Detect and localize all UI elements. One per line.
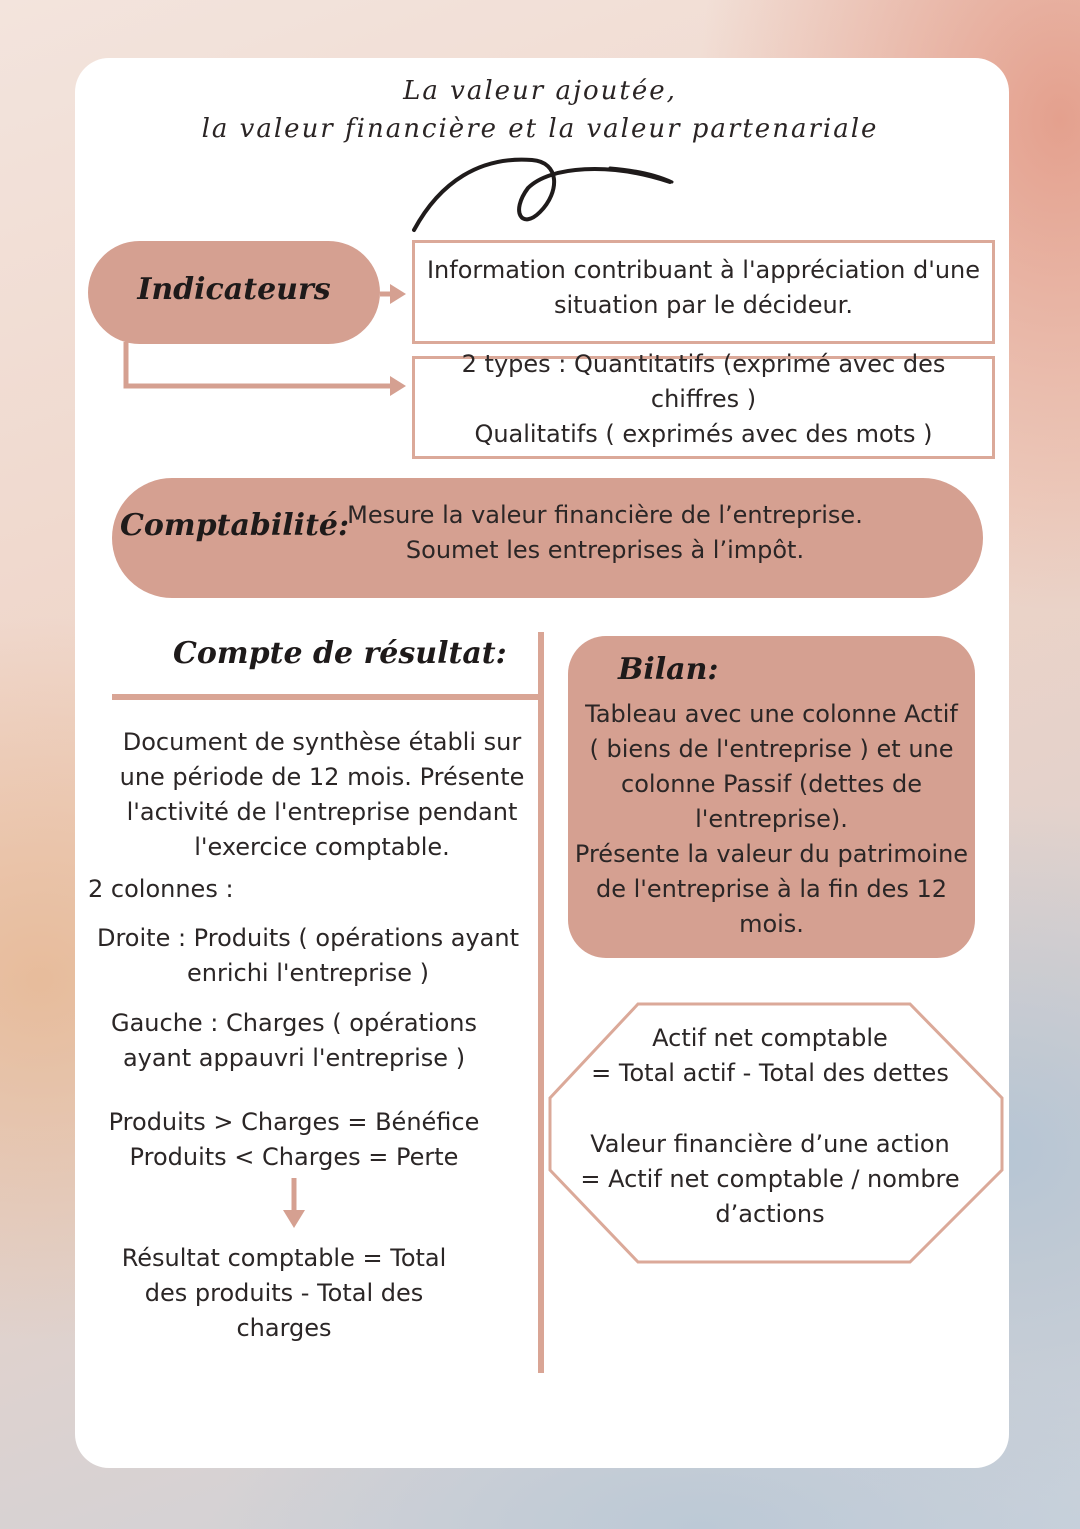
bilan-line: colonne Passif (dettes de <box>621 770 922 798</box>
compte-resultat-underline <box>112 694 540 700</box>
bilan-line: mois. <box>739 910 804 938</box>
resultat-line2: des produits - Total des <box>144 1279 424 1307</box>
comptabilite-label: Comptabilité: <box>120 508 350 543</box>
bilan-description <box>568 697 975 942</box>
types-line2: Qualitatifs ( exprimés avec des mots ) <box>474 420 933 448</box>
resultat-conditions <box>84 1105 504 1175</box>
intro-line3: l'activité de l'entreprise pendant <box>126 798 518 826</box>
compte-resultat-title: Compte de résultat: <box>173 636 507 671</box>
types-line1: 2 types : Quantitatifs (exprimé avec des chiffres ) <box>461 350 946 413</box>
droite-produits <box>84 921 532 991</box>
resultat-comptable <box>84 1241 484 1346</box>
gauche-line1: Gauche : Charges ( opérations <box>110 1009 477 1037</box>
bilan-line: Présente la valeur du patrimoine <box>574 840 969 868</box>
definition-line2: situation par le décideur. <box>554 291 853 319</box>
colonnes-label: 2 colonnes : <box>88 875 234 903</box>
page-title-line1: La valeur ajoutée, <box>403 76 677 106</box>
decorative-swirl-icon <box>410 152 680 234</box>
vfa-line2: = Actif net comptable / nombre <box>580 1165 960 1193</box>
valeur-financiere-action <box>560 1127 980 1232</box>
gauche-charges <box>84 1006 504 1076</box>
anc-line1: Actif net comptable <box>652 1024 888 1052</box>
bilan-line: l'entreprise). <box>695 805 848 833</box>
intro-line4: l'exercice comptable. <box>194 833 450 861</box>
indicateurs-connector-arrows-icon <box>110 280 410 400</box>
bilan-title: Bilan: <box>618 652 719 687</box>
comptabilite-text <box>330 498 880 568</box>
compte-resultat-intro <box>114 725 530 865</box>
droite-line2: enrichi l'entreprise ) <box>186 959 429 987</box>
column-divider <box>538 632 544 1373</box>
intro-line2: une période de 12 mois. Présente <box>119 763 525 791</box>
droite-line1: Droite : Produits ( opérations ayant <box>96 924 519 952</box>
actif-net-comptable <box>560 1021 980 1091</box>
benefice-line: Produits > Charges = Bénéfice <box>108 1108 480 1136</box>
intro-line1: Document de synthèse établi sur <box>122 728 522 756</box>
arrow-down-icon <box>280 1176 308 1230</box>
comptabilite-line1: Mesure la valeur financière de l’entreprise. <box>347 501 863 529</box>
indicateurs-types-box <box>412 350 995 459</box>
bilan-line: de l'entreprise à la fin des 12 <box>595 875 948 903</box>
bilan-line: Tableau avec une colonne Actif <box>585 700 958 728</box>
comptabilite-line2: Soumet les entreprises à l’impôt. <box>405 536 805 564</box>
indicateurs-label: Indicateurs <box>137 272 331 307</box>
perte-line: Produits < Charges = Perte <box>129 1143 459 1171</box>
definition-line1: Information contribuant à l'appréciation d'une <box>426 256 981 284</box>
bilan-line: ( biens de l'entreprise ) et une <box>589 735 954 763</box>
anc-line2: = Total actif - Total des dettes <box>591 1059 949 1087</box>
vfa-line3: d’actions <box>715 1200 825 1228</box>
page-title-line2: la valeur financière et la valeur partenariale <box>201 114 879 144</box>
indicateurs-definition-box <box>412 240 995 344</box>
resultat-line3: charges <box>236 1314 332 1342</box>
gauche-line2: ayant appauvri l'entreprise ) <box>122 1044 466 1072</box>
vfa-line1: Valeur financière d’une action <box>590 1130 950 1158</box>
resultat-line1: Résultat comptable = Total <box>121 1244 447 1272</box>
